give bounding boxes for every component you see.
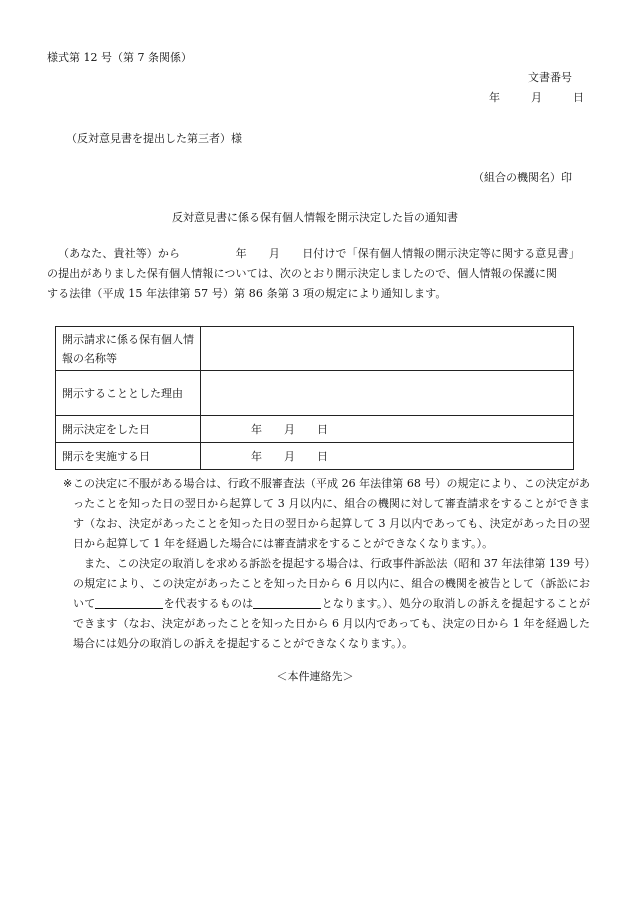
disclosure-info-table (55, 326, 574, 470)
decision-date-value: 年 月 日 (201, 416, 574, 443)
table-row (56, 443, 574, 470)
decision-date-label: 開示決定をした日 (56, 416, 201, 443)
table-row (56, 371, 574, 416)
representative-blank-2 (253, 597, 321, 609)
issue-date-month: 月 (531, 91, 542, 104)
representative-blank-1 (95, 597, 163, 609)
issue-date-day: 日 (573, 91, 584, 104)
issue-date-year: 年 (489, 91, 500, 104)
reason-label: 開示することとした理由 (56, 371, 201, 416)
info-name-value (201, 327, 574, 371)
form-number-header: 様式第 12 号（第 7 条関係） (47, 51, 192, 64)
table-row (56, 327, 574, 371)
notice-body: （あなた、貴社等）から 年 月 日付けで「保有個人情報の開示決定等に関する意見書」 の提出がありました保有個人情報については、次のとおり開示決定しましたので、個人情報の保護に関 する法律（平成 15 年法律第 57 号）第 86 条第 3 項の規定により通知します。 (47, 247, 580, 300)
note-paragraph-review: この決定に不服がある場合は、行政不服審査法（平成 26 年法律第 68 号）の規定により、この決定があったことを知った日の翌日から起算して 3 月以内に、組合の機関に対して審査請求をすることができます（なお、決定があったことを知った日の翌日から起算して 3 月以内であっても、決定があった日の翌日から起算して 1 年を経過した場合には審査請求をすることができなくなります。）。 (73, 477, 590, 550)
appeal-notes (45, 474, 590, 654)
table-row (56, 416, 574, 443)
addressee: （反対意見書を提出した第三者）様 (66, 132, 242, 145)
implementation-date-label: 開示を実施する日 (56, 443, 201, 470)
document-number-label: 文書番号 (528, 71, 572, 84)
implementation-date-value: 年 月 日 (201, 443, 574, 470)
sender-org-seal: （組合の機関名）印 (473, 171, 572, 184)
info-name-label: 開示請求に係る保有個人情報の名称等 (56, 327, 201, 371)
contact-heading: ＜本件連絡先＞ (276, 670, 354, 683)
issue-date (489, 92, 584, 103)
reason-value (201, 371, 574, 416)
note-paragraph-lawsuit: また、この決定の取消しを求める訴訟を提起する場合は、行政事件訴訟法（昭和 37 年法律第 139 号）の規定により、この決定があったことを知った日から 6 月以内に、組合の機関を被告として（訴訟において を代表するものは となります。）、処分の取消しの訴えを提起することができます（なお、決定があったことを知った日から 6 月以内であっても、決定の日から 1 年を経過した場合には処分の取消しの訴えを提起することができなくなります。）。 (73, 557, 590, 650)
note-asterisk-mark: ※ (63, 477, 73, 490)
document-title: 反対意見書に係る保有個人情報を開示決定した旨の通知書 (172, 211, 458, 224)
